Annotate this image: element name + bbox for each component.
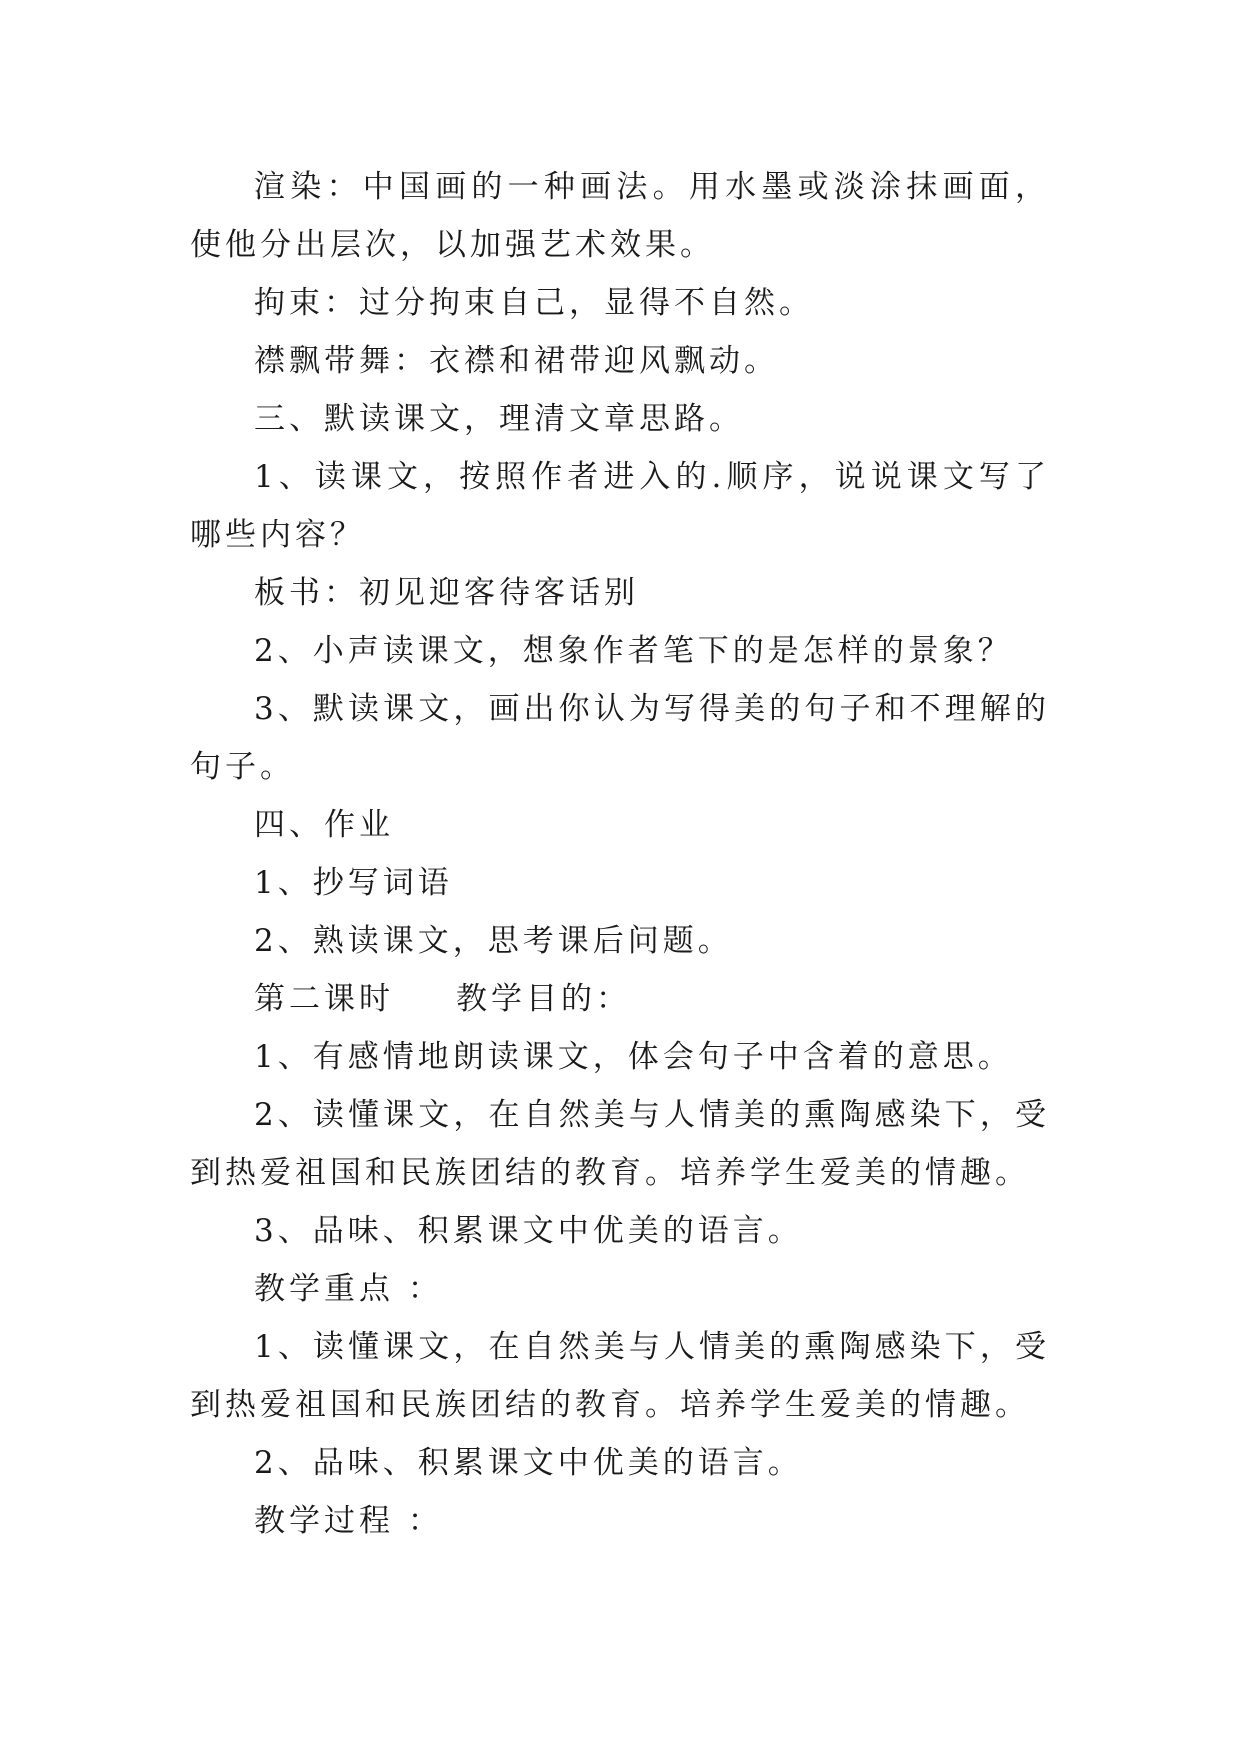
section-heading: 教学过程 ：	[254, 1503, 443, 1539]
paragraph: 板书：初见迎客待客话别	[254, 575, 639, 611]
section-heading: 三、默读课文，理清文章思路。	[254, 401, 744, 437]
paragraph: 2、读懂课文，在自然美与人情美的熏陶感染下，受到热爱祖国和民族团结的教育。培养学生爱美的情趣。	[190, 1097, 1050, 1191]
paragraph: 2、小声读课文，想象作者笔下的是怎样的景象？	[254, 633, 1013, 669]
paragraph: 1、读课文，按照作者进入的.顺序，说说课文写了哪些内容？	[190, 459, 1050, 553]
objective-heading: 教学目的：	[456, 981, 631, 1017]
paragraph: 襟飘带舞：衣襟和裙带迎风飘动。	[254, 343, 779, 379]
paragraph: 拘束：过分拘束自己，显得不自然。	[254, 285, 814, 321]
paragraph: 渲染：中国画的一种画法。用水墨或淡涂抹画面，使他分出层次，以加强艺术效果。	[190, 169, 1050, 263]
paragraph: 2、品味、积累课文中优美的语言。	[254, 1445, 803, 1481]
paragraph: 1、抄写词语	[254, 865, 453, 901]
paragraph: 1、有感情地朗读课文，体会句子中含着的意思。	[254, 1039, 1013, 1075]
section-heading: 四、作业	[254, 807, 394, 843]
second-lesson-line	[190, 970, 1050, 1028]
paragraph: 2、熟读课文，思考课后问题。	[254, 923, 733, 959]
document-body	[190, 158, 1050, 1550]
section-heading: 教学重点 ：	[254, 1271, 443, 1307]
paragraph: 3、默读课文，画出你认为写得美的句子和不理解的句子。	[190, 691, 1050, 785]
paragraph: 3、品味、积累课文中优美的语言。	[254, 1213, 803, 1249]
paragraph: 1、读懂课文，在自然美与人情美的熏陶感染下，受到热爱祖国和民族团结的教育。培养学生爱美的情趣。	[190, 1329, 1050, 1423]
second-lesson-label: 第二课时	[254, 981, 394, 1017]
